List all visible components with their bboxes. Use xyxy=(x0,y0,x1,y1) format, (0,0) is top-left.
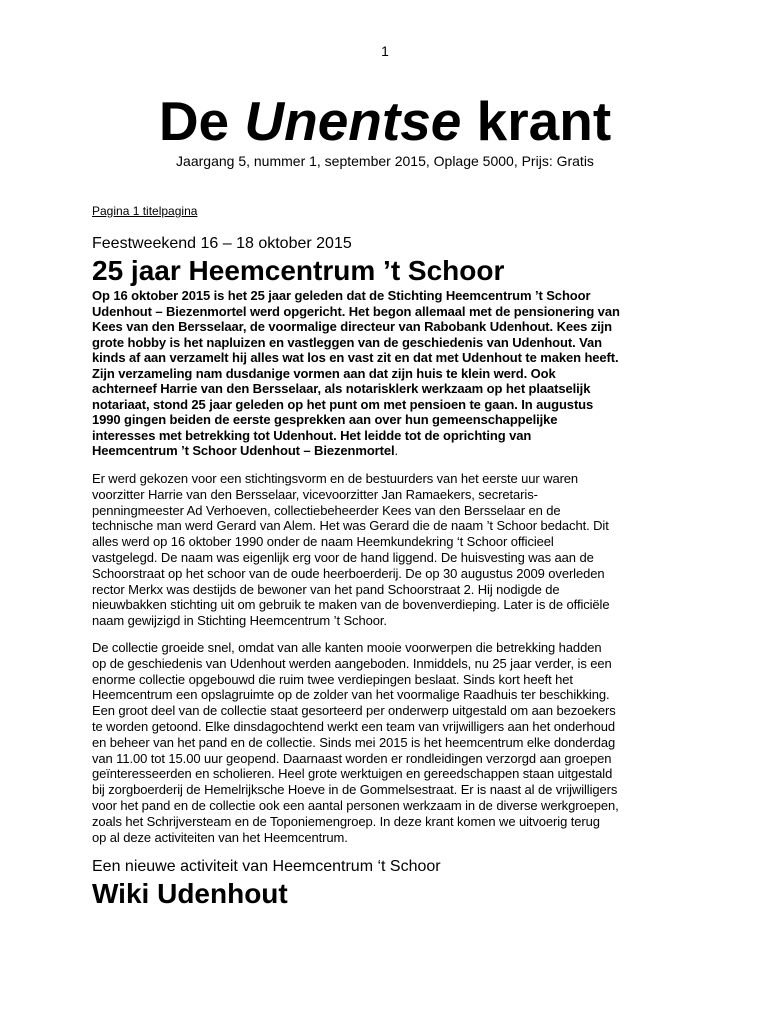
lead-line: notariaat, stond 25 jaar geleden op het punt om met pensioen te gaan. In augustus xyxy=(92,396,594,412)
lead-line-last xyxy=(92,443,682,459)
paragraph-line: Er werd gekozen voor een stichtingsvorm en de bestuurders van het eerste uur waren xyxy=(92,471,579,486)
paragraph-line: technische man werd Gerard van Alem. Het was Gerard die de naam ’t Schoor bedacht. Dit xyxy=(92,518,609,534)
paragraph-line: voor het pand en de collectie ook een aantal personen werkzaam in de diverse werkgroepen, xyxy=(92,797,619,813)
paragraph-line: penningmeester Ad Verhoeven, collectiebeheerder Kees van den Bersselaar en de xyxy=(92,502,561,518)
article-paragraph xyxy=(92,640,682,845)
paragraph-line: Heemcentrum een opslagruimte op de zolder van het voormalige Raadhuis ter beschikking. xyxy=(92,687,610,703)
paragraph-line: alles werd op 16 oktober 1990 onder de naam Heemkundekring ‘t Schoor officieel xyxy=(92,534,554,550)
masthead-title-italic: Unentse xyxy=(244,90,462,152)
masthead-title-start: De xyxy=(158,90,245,152)
article-kicker: Een nieuwe activiteit van Heemcentrum ‘t Schoor xyxy=(92,858,441,875)
paragraph-line: De collectie groeide snel, omdat van alle kanten mooie voorwerpen die betrekking hadden xyxy=(92,640,602,655)
lead-line-text: Heemcentrum ’t Schoor Udenhout – Biezenmortel xyxy=(92,443,395,458)
lead-line: interesses met betrekking tot Udenhout. Het leidde tot de oprichting van xyxy=(92,427,532,443)
lead-line: achterneef Harrie van den Bersselaar, als notarisklerk werkzaam op het plaatselijk xyxy=(92,381,591,396)
lead-line: Op 16 oktober 2015 is het 25 jaar geleden dat de Stichting Heemcentrum ’t Schoor xyxy=(92,288,591,303)
paragraph-line: Schoorstraat op het schoor van de oude heerboerderij. De op 30 augustus 2009 overleden xyxy=(92,565,605,581)
article-paragraph xyxy=(92,471,682,629)
lead-line: 1990 gingen beiden de eerste gesprekken aan over hun gemeenschappelijke xyxy=(92,412,558,427)
lead-line: Udenhout – Biezenmortel werd opgericht. Het begon allemaal met de pensionering van xyxy=(92,303,620,319)
paragraph-line: vastgelegd. De naam was eigenlijk erg voor de hand liggend. De huisvesting was aan de xyxy=(92,549,594,565)
table-of-contents-entry[interactable]: Pagina 1 titelpagina xyxy=(92,204,198,218)
newspaper-page xyxy=(92,0,682,1024)
article-headline: Wiki Udenhout xyxy=(92,878,288,909)
article-headline: 25 jaar Heemcentrum ’t Schoor xyxy=(92,255,505,286)
lead-line: Zijn verzameling nam dusdanige vormen aan dat zijn huis te klein werd. Ook xyxy=(92,365,556,381)
paragraph-line: enorme collectie opgebouwd die ruim twee verdiepingen beslaat. Sinds kort heeft het xyxy=(92,671,573,687)
lead-line: grote hobby is het napluizen en vastleggen van de geschiedenis van Udenhout. Van xyxy=(92,334,602,350)
newspaper-masthead xyxy=(92,88,678,154)
paragraph-line: geïnteresseerden en scholieren. Heel grote werktuigen en gereedschappen staan uitgestald xyxy=(92,766,613,782)
paragraph-line: rector Merkx was destijds de bewoner van het pand Schoorstraat 2. Hij nodigde de xyxy=(92,581,560,597)
paragraph-line: naam gewijzigd in Stichting Heemcentrum ’t Schoor. xyxy=(92,613,387,629)
issue-info: Jaargang 5, nummer 1, september 2015, Oplage 5000, Prijs: Gratis xyxy=(176,153,594,169)
paragraph-line: nieuwbakken stichting uit om gebruik te maken van de bovenverdieping. Later is de officiële xyxy=(92,597,610,613)
page-number: 1 xyxy=(381,43,389,59)
paragraph-line: op al deze activiteiten van het Heemcentrum. xyxy=(92,829,348,845)
lead-line: kinds af aan verzamelt hij alles wat los en vast zit en dat met Udenhout te maken heeft. xyxy=(92,350,619,365)
paragraph-line: te worden getoond. Elke dinsdagochtend werkt een team van vrijwilligers aan het onderhoud xyxy=(92,718,615,734)
lead-line: Kees van den Bersselaar, de voormalige directeur van Rabobank Udenhout. Kees zijn xyxy=(92,319,613,334)
article-lead xyxy=(92,288,682,459)
paragraph-line: zoals het Schrijversteam en de Toponiemengroep. In deze krant komen we uitvoerig terug xyxy=(92,813,600,829)
article-kicker: Feestweekend 16 – 18 oktober 2015 xyxy=(92,235,352,252)
paragraph-line: Een groot deel van de collectie staat gesorteerd per onderwerp uitgestald om aan bezoekers xyxy=(92,703,616,719)
masthead-title-end: krant xyxy=(461,90,612,152)
paragraph-line: van 11.00 tot 15.00 uur geopend. Daarnaast worden er rondleidingen verzorgd aan groepen xyxy=(92,750,612,766)
paragraph-line: en beheer van het pand en de collectie. Sinds mei 2015 is het heemcentrum elke donderdag xyxy=(92,734,616,750)
paragraph-line: bij zorgboerderij de Hemelrijksche Hoeve in de Gommelsestraat. Er is naast al de vrijwilligers xyxy=(92,782,618,798)
paragraph-line: op de geschiedenis van Udenhout werden aangeboden. Inmiddels, nu 25 jaar verder, is een xyxy=(92,655,612,671)
paragraph-line: voorzitter Harrie van den Bersselaar, vicevoorzitter Jan Ramaekers, secretaris- xyxy=(92,486,538,502)
lead-end-punctuation: . xyxy=(394,443,399,458)
